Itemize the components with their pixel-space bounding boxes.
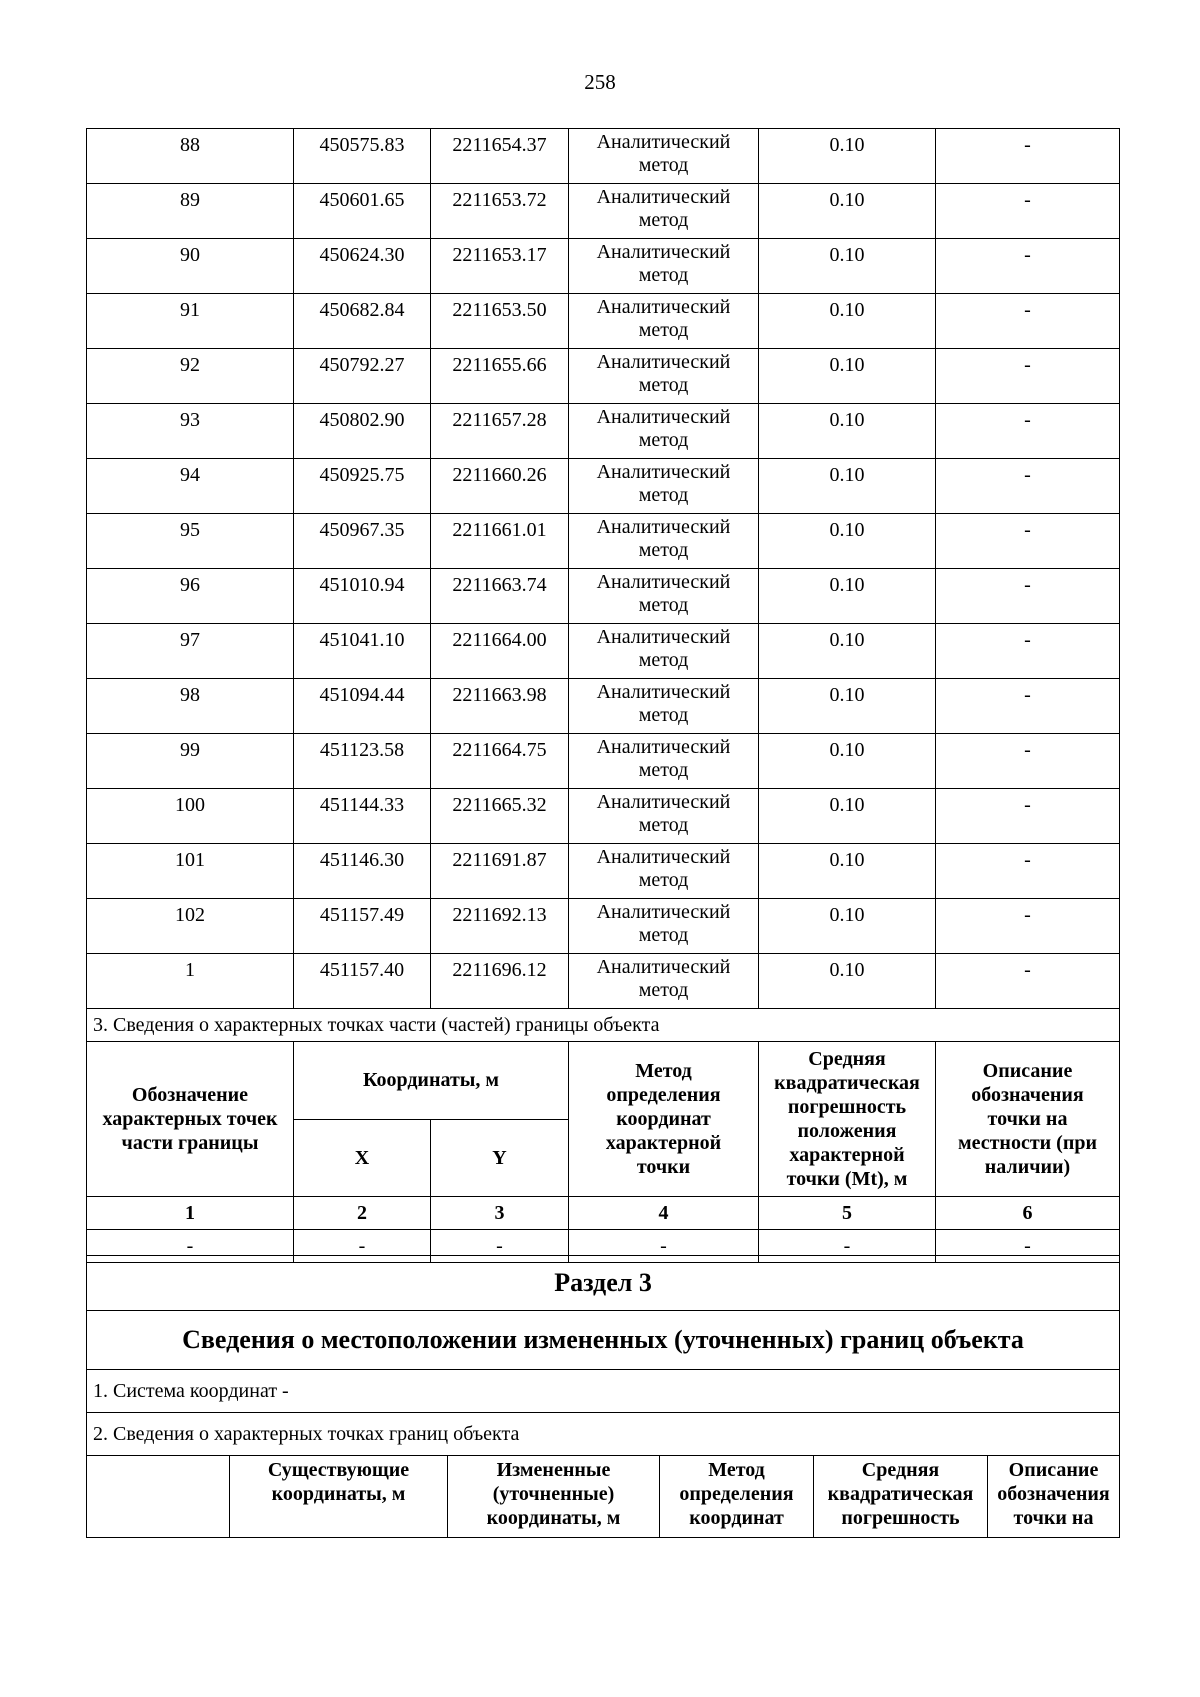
table-row [87, 404, 1120, 459]
method-cell [569, 789, 759, 844]
error-value: 0.10 [759, 624, 936, 679]
description-cell: - [936, 734, 1120, 789]
method-line-1: Аналитический [596, 516, 731, 538]
point-number: 102 [87, 899, 294, 954]
description-cell: - [936, 129, 1120, 184]
section-note-row [87, 1009, 1120, 1042]
header-line: наличии) [984, 1156, 1071, 1178]
empty-cell: - [936, 1230, 1120, 1263]
header-designation [87, 1042, 294, 1197]
method-line-2: метод [638, 869, 689, 891]
method-line-2: метод [638, 759, 689, 781]
point-number: 94 [87, 459, 294, 514]
header-line: Обозначение [131, 1084, 249, 1106]
table-row [87, 239, 1120, 294]
header-line: части границы [121, 1132, 259, 1154]
coordinate-system: 1. Система координат - [87, 1370, 1120, 1413]
coord-x: 450601.65 [294, 184, 431, 239]
method-line-2: метод [638, 979, 689, 1001]
header-line: точки на [987, 1108, 1068, 1130]
description-cell: - [936, 899, 1120, 954]
section-subtitle: Сведения о местоположении измененных (уточненных) границ объекта [87, 1311, 1120, 1370]
method-cell [569, 844, 759, 899]
coord-y: 2211653.50 [431, 294, 569, 349]
error-value: 0.10 [759, 899, 936, 954]
method-line-2: метод [638, 429, 689, 451]
description-cell: - [936, 184, 1120, 239]
method-line-2: метод [638, 374, 689, 396]
method-line-2: метод [638, 924, 689, 946]
table-row [87, 789, 1120, 844]
coord-y: 2211653.72 [431, 184, 569, 239]
point-number: 91 [87, 294, 294, 349]
error-value: 0.10 [759, 679, 936, 734]
error-value: 0.10 [759, 294, 936, 349]
method-cell [569, 349, 759, 404]
error-value: 0.10 [759, 459, 936, 514]
method-line-1: Аналитический [596, 131, 731, 153]
point-number: 98 [87, 679, 294, 734]
description-cell: - [936, 349, 1120, 404]
table-row [87, 844, 1120, 899]
coord-x: 451144.33 [294, 789, 431, 844]
empty-cell: - [431, 1230, 569, 1263]
header-line: характерных точек [102, 1108, 278, 1130]
section-title: Раздел 3 [87, 1256, 1120, 1311]
method-cell [569, 899, 759, 954]
method-line-2: метод [638, 154, 689, 176]
coord-y: 2211664.75 [431, 734, 569, 789]
method-line-1: Аналитический [596, 736, 731, 758]
method-line-2: метод [638, 319, 689, 341]
method-line-1: Аналитический [596, 241, 731, 263]
boundary-points-table [86, 128, 1120, 1263]
header-line: погрешность [841, 1507, 960, 1529]
coord-y: 2211661.01 [431, 514, 569, 569]
method-cell [569, 569, 759, 624]
method-line-1: Аналитический [596, 626, 731, 648]
table-row [87, 459, 1120, 514]
header-coordinates: Координаты, м [294, 1042, 569, 1120]
method-line-1: Аналитический [596, 901, 731, 923]
method-cell [569, 514, 759, 569]
coord-y: 2211660.26 [431, 459, 569, 514]
coord-x: 450624.30 [294, 239, 431, 294]
table-row [87, 294, 1120, 349]
error-value: 0.10 [759, 514, 936, 569]
header-line: Метод [708, 1459, 765, 1481]
header-line: обозначения [971, 1084, 1084, 1106]
section-note: 3. Сведения о характерных точках части (частей) границы объекта [87, 1009, 1120, 1042]
header-line: (уточненные) [492, 1483, 615, 1505]
method-line-1: Аналитический [596, 406, 731, 428]
method-line-1: Аналитический [596, 846, 731, 868]
point-number: 89 [87, 184, 294, 239]
method-line-2: метод [638, 704, 689, 726]
point-number: 88 [87, 129, 294, 184]
coord-x: 450802.90 [294, 404, 431, 459]
coord-y: 2211665.32 [431, 789, 569, 844]
method-cell [569, 129, 759, 184]
point-number: 101 [87, 844, 294, 899]
empty-cell: - [569, 1230, 759, 1263]
error-value: 0.10 [759, 789, 936, 844]
error-value: 0.10 [759, 349, 936, 404]
method-cell [569, 184, 759, 239]
page-number: 258 [584, 70, 616, 94]
table-row [87, 899, 1120, 954]
point-number: 100 [87, 789, 294, 844]
empty-cell: - [759, 1230, 936, 1263]
description-cell: - [936, 239, 1120, 294]
error-value: 0.10 [759, 844, 936, 899]
header-y: Y [431, 1119, 569, 1197]
table-row [87, 734, 1120, 789]
error-value: 0.10 [759, 239, 936, 294]
section3-column-header [230, 1456, 448, 1538]
method-line-1: Аналитический [596, 681, 731, 703]
table-row [87, 954, 1120, 1009]
method-line-1: Аналитический [596, 791, 731, 813]
header-line: Описание [982, 1060, 1073, 1082]
error-value: 0.10 [759, 734, 936, 789]
coord-x: 450575.83 [294, 129, 431, 184]
error-value: 0.10 [759, 129, 936, 184]
header-line: квадратическая [774, 1072, 920, 1094]
coord-y: 2211654.37 [431, 129, 569, 184]
header-line: определения [679, 1483, 794, 1505]
coord-x: 451123.58 [294, 734, 431, 789]
header-line: характерной [605, 1132, 722, 1154]
table-row [87, 129, 1120, 184]
header-line: координат [689, 1507, 784, 1529]
description-cell: - [936, 459, 1120, 514]
method-line-2: метод [638, 539, 689, 561]
method-cell [569, 459, 759, 514]
description-cell: - [936, 624, 1120, 679]
column-number-row [87, 1197, 1120, 1230]
section3-column-header [660, 1456, 814, 1538]
coord-y: 2211664.00 [431, 624, 569, 679]
coord-y: 2211696.12 [431, 954, 569, 1009]
description-cell: - [936, 679, 1120, 734]
method-line-2: метод [638, 814, 689, 836]
header-line: погрешность [787, 1096, 907, 1118]
table-row [87, 624, 1120, 679]
method-cell [569, 404, 759, 459]
points-info-heading: 2. Сведения о характерных точках границ объекта [87, 1413, 1120, 1456]
description-cell: - [936, 789, 1120, 844]
error-value: 0.10 [759, 184, 936, 239]
description-cell: - [936, 514, 1120, 569]
coord-y: 2211653.17 [431, 239, 569, 294]
description-cell: - [936, 294, 1120, 349]
method-line-2: метод [638, 649, 689, 671]
point-number: 90 [87, 239, 294, 294]
coord-y: 2211655.66 [431, 349, 569, 404]
method-line-1: Аналитический [596, 351, 731, 373]
column-number: 2 [294, 1197, 431, 1230]
section3-column-header [988, 1456, 1120, 1538]
method-cell [569, 679, 759, 734]
header-line: Метод [635, 1060, 692, 1082]
table-row [87, 569, 1120, 624]
method-line-2: метод [638, 594, 689, 616]
column-number: 5 [759, 1197, 936, 1230]
header-line: характерной [789, 1144, 905, 1166]
header-line: координаты, м [271, 1483, 406, 1505]
method-line-2: метод [638, 484, 689, 506]
header-method [569, 1042, 759, 1197]
coord-x: 451094.44 [294, 679, 431, 734]
empty-cell: - [294, 1230, 431, 1263]
coord-y: 2211691.87 [431, 844, 569, 899]
method-cell [569, 734, 759, 789]
header-line: координат [616, 1108, 711, 1130]
header-x: X [294, 1119, 431, 1197]
point-number: 97 [87, 624, 294, 679]
coord-x: 450967.35 [294, 514, 431, 569]
coord-y: 2211657.28 [431, 404, 569, 459]
error-value: 0.10 [759, 569, 936, 624]
header-line: точки (Mt), м [786, 1168, 908, 1190]
description-cell: - [936, 569, 1120, 624]
point-number: 1 [87, 954, 294, 1009]
coord-x: 451146.30 [294, 844, 431, 899]
coord-x: 450925.75 [294, 459, 431, 514]
coord-y: 2211663.74 [431, 569, 569, 624]
header-line: Описание [1008, 1459, 1099, 1481]
header-line: положения [797, 1120, 897, 1142]
section3-column-header [87, 1456, 230, 1538]
column-number: 3 [431, 1197, 569, 1230]
header-line: квадратическая [827, 1483, 974, 1505]
error-value: 0.10 [759, 404, 936, 459]
point-number: 92 [87, 349, 294, 404]
method-line-1: Аналитический [596, 296, 731, 318]
table-row [87, 184, 1120, 239]
error-value: 0.10 [759, 954, 936, 1009]
description-cell: - [936, 844, 1120, 899]
header-line: Существующие [267, 1459, 410, 1481]
header-line: точки [636, 1156, 691, 1178]
table-row [87, 679, 1120, 734]
method-cell [569, 624, 759, 679]
coord-x: 451157.40 [294, 954, 431, 1009]
header-line: определения [606, 1084, 721, 1106]
column-number: 6 [936, 1197, 1120, 1230]
column-number: 1 [87, 1197, 294, 1230]
coord-x: 451041.10 [294, 624, 431, 679]
coord-y: 2211692.13 [431, 899, 569, 954]
section3-column-header [814, 1456, 988, 1538]
header-line: обозначения [997, 1483, 1110, 1505]
coord-x: 450792.27 [294, 349, 431, 404]
coord-x: 451010.94 [294, 569, 431, 624]
point-number: 95 [87, 514, 294, 569]
method-cell [569, 239, 759, 294]
header-line: местности (при [957, 1132, 1098, 1154]
header-line: Средняя [808, 1048, 886, 1070]
method-cell [569, 294, 759, 349]
header-error [759, 1042, 936, 1197]
point-number: 96 [87, 569, 294, 624]
table-row [87, 514, 1120, 569]
method-line-1: Аналитический [596, 571, 731, 593]
method-line-2: метод [638, 209, 689, 231]
method-line-1: Аналитический [596, 186, 731, 208]
header-line: точки на [1013, 1507, 1094, 1529]
point-number: 93 [87, 404, 294, 459]
header-line: координаты, м [486, 1507, 621, 1529]
section-3-table [86, 1255, 1120, 1538]
section3-column-header [448, 1456, 660, 1538]
column-number: 4 [569, 1197, 759, 1230]
method-cell [569, 954, 759, 1009]
coord-y: 2211663.98 [431, 679, 569, 734]
method-line-1: Аналитический [596, 461, 731, 483]
description-cell: - [936, 954, 1120, 1009]
header-line: Измененные [496, 1459, 611, 1481]
method-line-1: Аналитический [596, 956, 731, 978]
description-cell: - [936, 404, 1120, 459]
point-number: 99 [87, 734, 294, 789]
header-line: Средняя [861, 1459, 940, 1481]
header-row [87, 1042, 1120, 1120]
coord-x: 451157.49 [294, 899, 431, 954]
method-line-2: метод [638, 264, 689, 286]
coord-x: 450682.84 [294, 294, 431, 349]
header-description [936, 1042, 1120, 1197]
empty-cell: - [87, 1230, 294, 1263]
table-row [87, 349, 1120, 404]
